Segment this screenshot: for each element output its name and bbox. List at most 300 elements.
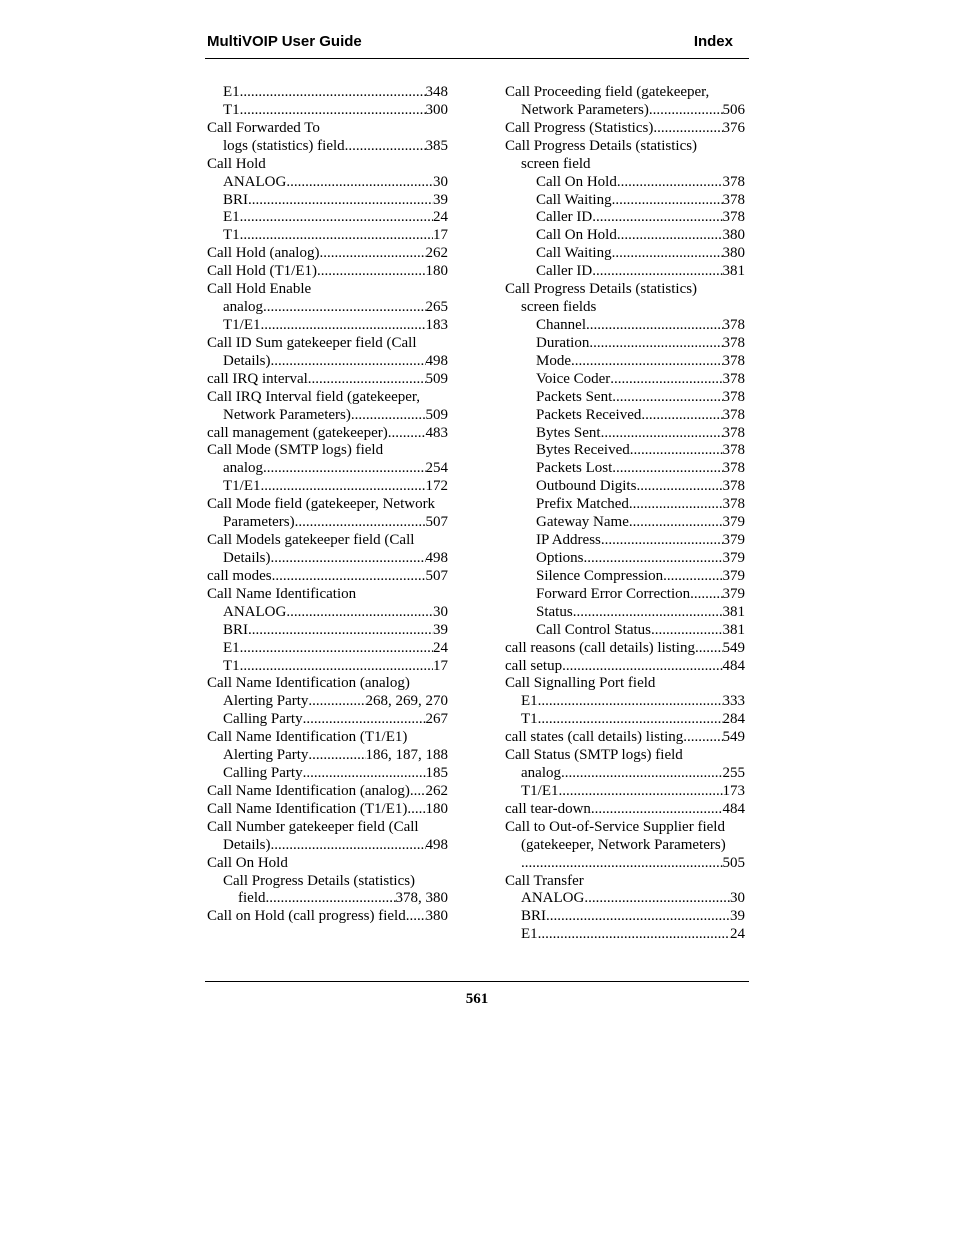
page-reference: 498	[425, 352, 448, 369]
index-term: call IRQ interval	[207, 370, 308, 387]
index-term: T1	[223, 227, 240, 244]
index-term: call reasons (call details) listing	[505, 639, 695, 656]
index-term: Call Status (SMTP logs) field	[505, 747, 683, 764]
page-reference: 268, 269, 270	[365, 693, 448, 710]
page-reference: 333	[722, 693, 745, 710]
index-entry	[505, 550, 745, 568]
page-number: 561	[465, 991, 489, 1007]
dot-leader	[263, 460, 426, 478]
page-reference: 254	[425, 460, 448, 477]
dot-leader	[649, 102, 723, 120]
index-entry	[207, 245, 448, 263]
index-term: Call Proceeding field (gatekeeper,	[505, 84, 710, 100]
index-entry	[505, 873, 745, 891]
page-reference: 498	[425, 549, 448, 566]
dot-leader	[601, 532, 723, 550]
page-reference: 378	[722, 191, 745, 208]
index-term: (gatekeeper, Network Parameters)	[521, 836, 726, 853]
index-term: Details)	[223, 352, 271, 369]
dot-leader	[407, 801, 425, 819]
dot-leader	[303, 711, 426, 729]
index-entry	[505, 586, 745, 604]
dot-leader	[295, 514, 426, 532]
index-term: IP Address	[536, 532, 601, 549]
index-entry	[207, 263, 448, 281]
dot-leader	[641, 407, 722, 425]
index-term: analog	[223, 460, 263, 477]
dot-leader	[612, 245, 723, 263]
index-entry	[505, 174, 745, 192]
index-entry	[207, 389, 448, 407]
index-term: screen fields	[521, 299, 597, 316]
dot-leader	[584, 550, 723, 568]
index-term: Options	[536, 549, 584, 566]
dot-leader	[612, 460, 722, 478]
index-term: E1	[521, 693, 538, 710]
index-entry	[207, 658, 448, 676]
index-entry	[207, 604, 448, 622]
page-reference: 24	[433, 639, 448, 656]
dot-leader	[240, 658, 433, 676]
index-entry	[505, 245, 745, 263]
index-entry	[207, 460, 448, 478]
index-entry	[505, 120, 745, 138]
index-entry	[505, 855, 745, 873]
page-reference: 378	[722, 388, 745, 405]
index-entry	[505, 693, 745, 711]
index-entry	[207, 335, 448, 353]
index-term: Status	[536, 603, 573, 620]
dot-leader	[629, 514, 723, 532]
index-term: call modes	[207, 567, 272, 584]
index-term: Forward Error Correction	[536, 585, 691, 602]
dot-leader	[561, 765, 723, 783]
index-term: Call Models gatekeeper field (Call	[207, 532, 415, 549]
index-term: call tear-down	[505, 800, 591, 817]
index-term: Channel	[536, 316, 586, 333]
page-reference: 380	[425, 908, 448, 925]
index-term: Call on Hold (call progress) field	[207, 908, 406, 925]
page-reference: 30	[433, 173, 448, 190]
index-entry	[207, 693, 448, 711]
index-entry	[207, 622, 448, 640]
page-reference: 385	[425, 137, 448, 154]
dot-leader	[601, 425, 723, 443]
index-entry	[207, 514, 448, 532]
dot-leader	[303, 765, 426, 783]
index-term: Duration	[536, 334, 590, 351]
index-entry	[207, 174, 448, 192]
page-reference: 379	[722, 514, 745, 531]
dot-leader	[270, 353, 425, 371]
page-reference: 180	[425, 263, 448, 280]
page-reference: 381	[722, 603, 745, 620]
page-reference: 378	[722, 316, 745, 333]
page-reference: 255	[722, 765, 745, 782]
index-term: Call Mode (SMTP logs) field	[207, 442, 384, 459]
index-term: Call On Hold	[536, 173, 617, 190]
index-entry	[207, 353, 448, 371]
index-entry	[505, 783, 745, 801]
index-term: Call Name Identification (T1/E1)	[207, 729, 408, 746]
index-term: Calling Party	[223, 711, 303, 728]
page-reference: 505	[722, 854, 745, 871]
page-reference: 380	[722, 245, 745, 262]
index-term: Parameters)	[223, 514, 295, 531]
index-term: Caller ID	[536, 209, 593, 226]
index-term: BRI	[521, 908, 547, 925]
page-reference: 379	[722, 585, 745, 602]
dot-leader	[248, 192, 433, 210]
dot-leader	[286, 604, 433, 622]
index-term: Call Control Status	[536, 621, 652, 638]
index-entry	[207, 281, 448, 299]
index-entry	[207, 765, 448, 783]
index-entry	[505, 138, 745, 156]
page-reference: 24	[433, 209, 448, 226]
index-term: Call Forwarded To	[207, 119, 320, 136]
index-term: Call Progress Details (statistics)	[223, 872, 416, 889]
index-entry	[505, 926, 745, 944]
index-entry	[505, 604, 745, 622]
index-entry	[207, 407, 448, 425]
page-reference: 267	[425, 711, 448, 728]
index-entry	[505, 568, 745, 586]
index-term: Details)	[223, 549, 271, 566]
index-entry	[505, 837, 745, 855]
dot-leader	[573, 604, 723, 622]
index-term: Outbound Digits	[536, 478, 637, 495]
page-reference: 484	[722, 657, 745, 674]
index-entry	[505, 514, 745, 532]
dot-leader	[589, 335, 722, 353]
page-reference: 379	[722, 532, 745, 549]
index-entry	[505, 711, 745, 729]
page-reference: 549	[722, 639, 745, 656]
section-title: Index	[693, 33, 733, 50]
index-entry	[505, 640, 745, 658]
index-term: E1	[223, 209, 240, 226]
index-term: Call Name Identification (analog)	[207, 782, 410, 799]
index-term: Call Progress Details (statistics)	[505, 281, 698, 298]
dot-leader	[263, 299, 426, 317]
dot-leader	[559, 783, 723, 801]
page-reference: 378	[722, 442, 745, 459]
index-term: Call IRQ Interval field (gatekeeper,	[207, 388, 421, 405]
index-entry	[207, 837, 448, 855]
index-entry	[505, 442, 745, 460]
index-entry	[207, 120, 448, 138]
index-term: Call Waiting	[536, 191, 612, 208]
index-entry	[207, 156, 448, 174]
index-term: Caller ID	[536, 263, 593, 280]
dot-leader	[240, 102, 426, 120]
index-term: BRI	[223, 191, 249, 208]
dot-leader	[261, 478, 426, 496]
index-term: Call Name Identification (analog)	[207, 675, 410, 692]
index-term: Call Name Identification (T1/E1)	[207, 800, 408, 817]
index-entry	[505, 890, 745, 908]
index-entry	[505, 156, 745, 174]
index-term: Call Hold (T1/E1)	[207, 263, 317, 280]
index-term: T1/E1	[223, 478, 261, 495]
index-entry	[207, 84, 448, 102]
dot-leader	[584, 890, 730, 908]
index-entry	[505, 84, 745, 102]
page-reference: 376	[722, 119, 745, 136]
index-term: T1	[223, 657, 240, 674]
index-term: Mode	[536, 352, 571, 369]
index-term: Details)	[223, 836, 271, 853]
index-entry	[207, 532, 448, 550]
index-term: Packets Lost	[536, 460, 613, 477]
page-reference: 378, 380	[395, 890, 448, 907]
index-term: Call On Hold	[207, 854, 288, 871]
dot-leader	[308, 747, 365, 765]
dot-leader	[562, 658, 722, 676]
index-entry	[505, 658, 745, 676]
index-entry	[505, 675, 745, 693]
index-entry	[207, 819, 448, 837]
index-entry	[505, 765, 745, 783]
page-reference: 507	[425, 567, 448, 584]
page-reference: 378	[722, 334, 745, 351]
index-entry	[207, 317, 448, 335]
index-term: Prefix Matched	[536, 496, 629, 513]
page-reference: 549	[722, 729, 745, 746]
page-reference: 380	[722, 227, 745, 244]
index-term: E1	[223, 639, 240, 656]
index-term: Call to Out-of-Service Supplier field	[505, 818, 725, 835]
index-term: Packets Sent	[536, 388, 613, 405]
dot-leader	[651, 622, 722, 640]
index-term: Call Number gatekeeper field (Call	[207, 818, 419, 835]
dot-leader	[248, 622, 433, 640]
dot-leader	[388, 425, 426, 443]
index-term: T1	[223, 101, 240, 118]
page-reference: 262	[425, 782, 448, 799]
page-reference: 484	[722, 800, 745, 817]
index-entry	[207, 747, 448, 765]
page-reference: 183	[425, 316, 448, 333]
dot-leader	[592, 263, 722, 281]
index-term: call management (gatekeeper)	[207, 424, 388, 441]
index-entry	[505, 389, 745, 407]
page-reference: 509	[425, 406, 448, 423]
index-entry	[207, 568, 448, 586]
page-reference: 172	[425, 478, 448, 495]
index-entry	[505, 335, 745, 353]
index-term: Calling Party	[223, 765, 303, 782]
index-entry	[505, 407, 745, 425]
page-reference: 378	[722, 406, 745, 423]
dot-leader	[240, 209, 433, 227]
index-entry	[207, 102, 448, 120]
dot-leader	[406, 908, 426, 926]
page-reference: 507	[425, 514, 448, 531]
dot-leader	[538, 711, 723, 729]
index-term: Call Hold	[207, 155, 266, 172]
index-entry	[207, 496, 448, 514]
index-term: ANALOG	[521, 890, 585, 907]
page-reference: 378	[722, 209, 745, 226]
index-entry	[207, 425, 448, 443]
dot-leader	[317, 263, 426, 281]
index-term: Silence Compression	[536, 567, 664, 584]
index-entry	[207, 640, 448, 658]
dot-leader	[240, 640, 433, 658]
page-reference: 378	[722, 478, 745, 495]
dot-leader	[345, 138, 426, 156]
index-entry	[207, 873, 448, 891]
page-reference: 39	[433, 191, 448, 208]
page-reference: 30	[433, 603, 448, 620]
dot-leader	[272, 568, 426, 586]
index-entry	[207, 783, 448, 801]
index-entry	[207, 227, 448, 245]
dot-leader	[266, 890, 396, 908]
index-entry	[505, 747, 745, 765]
index-term: T1	[521, 711, 538, 728]
index-entry	[505, 371, 745, 389]
index-entry	[207, 711, 448, 729]
index-entry	[207, 801, 448, 819]
index-entry	[505, 801, 745, 819]
running-header	[207, 33, 733, 53]
page-reference: 180	[425, 800, 448, 817]
index-entry	[505, 908, 745, 926]
index-entry	[207, 478, 448, 496]
page-reference: 185	[425, 765, 448, 782]
page-reference: 30	[730, 890, 745, 907]
index-term: field	[238, 890, 266, 907]
page-reference: 483	[425, 424, 448, 441]
dot-leader	[586, 317, 723, 335]
index-entry	[505, 209, 745, 227]
index-entry	[505, 227, 745, 245]
index-entry	[505, 102, 745, 120]
index-entry	[505, 353, 745, 371]
dot-leader	[410, 783, 426, 801]
index-entry	[505, 478, 745, 496]
index-term: Call On Hold	[536, 227, 617, 244]
dot-leader	[308, 371, 426, 389]
index-entry	[505, 263, 745, 281]
page-reference: 262	[425, 245, 448, 262]
index-term: analog	[521, 765, 561, 782]
dot-leader	[571, 353, 723, 371]
index-entry	[505, 281, 745, 299]
dot-leader	[521, 855, 723, 873]
index-entry	[505, 819, 745, 837]
index-term: Call Signalling Port field	[505, 675, 656, 692]
index-term: E1	[521, 926, 538, 943]
index-term: Alerting Party	[223, 747, 309, 764]
index-term: Call ID Sum gatekeeper field (Call	[207, 334, 417, 351]
index-term: Call Progress Details (statistics)	[505, 137, 698, 154]
dot-leader	[683, 729, 722, 747]
guide-title: MultiVOIP User Guide	[207, 33, 362, 50]
index-entry	[505, 532, 745, 550]
header-rule	[205, 58, 749, 59]
page-reference: 378	[722, 424, 745, 441]
dot-leader	[653, 120, 722, 138]
index-entry	[505, 460, 745, 478]
index-entry	[207, 855, 448, 873]
index-entry	[207, 586, 448, 604]
index-term: Bytes Sent	[536, 424, 601, 441]
index-entry	[207, 192, 448, 210]
dot-leader	[351, 407, 426, 425]
index-term: call states (call details) listing	[505, 729, 684, 746]
index-entry	[207, 890, 448, 908]
index-term: T1/E1	[223, 316, 261, 333]
dot-leader	[591, 801, 723, 819]
index-entry	[207, 299, 448, 317]
page-reference: 378	[722, 496, 745, 513]
index-term: T1/E1	[521, 782, 559, 799]
index-term: Network Parameters)	[223, 406, 351, 423]
index-entry	[505, 299, 745, 317]
index-entry	[505, 317, 745, 335]
index-entry	[505, 192, 745, 210]
page-reference: 379	[722, 549, 745, 566]
page-reference: 509	[425, 370, 448, 387]
index-term: Network Parameters)	[521, 101, 649, 118]
index-term: screen field	[521, 155, 591, 172]
page-reference: 498	[425, 836, 448, 853]
dot-leader	[663, 568, 722, 586]
page-reference: 17	[433, 657, 448, 674]
dot-leader	[319, 245, 425, 263]
page-reference: 381	[722, 263, 745, 280]
index-term: Packets Received	[536, 406, 642, 423]
page-reference: 284	[722, 711, 745, 728]
dot-leader	[610, 371, 722, 389]
dot-leader	[240, 84, 426, 102]
page-reference: 506	[722, 101, 745, 118]
index-term: Call Mode field (gatekeeper, Network	[207, 496, 436, 513]
index-entry	[207, 729, 448, 747]
index-term: Call Transfer	[505, 872, 584, 889]
index-entry	[207, 209, 448, 227]
index-entry	[207, 138, 448, 156]
index-entry	[207, 908, 448, 926]
index-term: Call Name Identification	[207, 585, 357, 602]
index-term: ANALOG	[223, 173, 287, 190]
dot-leader	[629, 496, 723, 514]
index-term: BRI	[223, 621, 249, 638]
page-reference: 24	[730, 926, 745, 943]
index-term: Call Hold Enable	[207, 281, 312, 298]
page-reference: 39	[433, 621, 448, 638]
index-term: call setup	[505, 657, 563, 674]
dot-leader	[308, 693, 365, 711]
page-reference: 378	[722, 370, 745, 387]
index-term: Call Progress (Statistics)	[505, 119, 654, 136]
index-entry	[207, 675, 448, 693]
index-entry	[505, 729, 745, 747]
index-term: analog	[223, 299, 263, 316]
index-term: Alerting Party	[223, 693, 309, 710]
footer-rule	[205, 981, 749, 982]
dot-leader	[261, 317, 426, 335]
dot-leader	[270, 550, 425, 568]
index-column-right	[505, 84, 745, 944]
index-term: Call Waiting	[536, 245, 612, 262]
dot-leader	[612, 389, 722, 407]
page-reference: 381	[722, 621, 745, 638]
